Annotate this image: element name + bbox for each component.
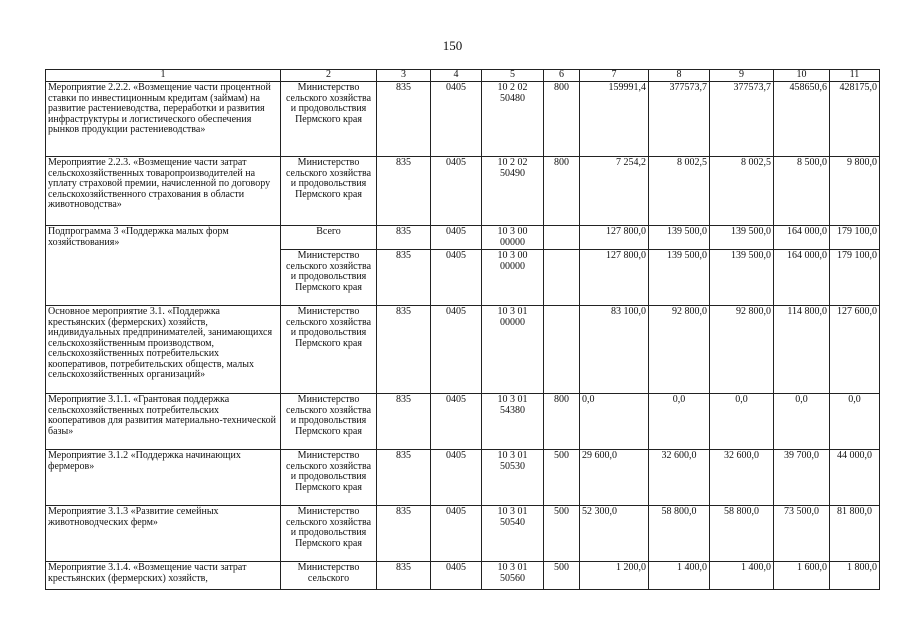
amount-col-11: 81 800,0 [830,506,880,562]
amount-col-7: 83 100,0 [580,306,649,394]
section-code: 0405 [431,306,482,394]
expense-type-code [544,226,580,250]
amount-col-11: 1 800,0 [830,562,880,590]
expense-type-code: 500 [544,562,580,590]
amount-col-8: 32 600,0 [649,450,710,506]
amount-col-7: 127 800,0 [580,250,649,306]
amount-col-7: 7 254,2 [580,157,649,226]
section-code: 0405 [431,250,482,306]
amount-col-11: 0,0 [830,394,880,450]
amount-col-11: 179 100,0 [830,226,880,250]
amount-col-9: 32 600,0 [710,450,774,506]
expense-type-code: 500 [544,450,580,506]
responsible-executor: Министерство сельского хозяйства и продовольствия Пермского края [281,82,377,157]
measure-name: Мероприятие 3.1.3 «Развитие семейных животноводческих ферм» [46,506,281,562]
amount-col-8: 0,0 [649,394,710,450]
amount-col-10: 114 800,0 [774,306,830,394]
expense-type-code [544,306,580,394]
amount-col-10: 73 500,0 [774,506,830,562]
amount-col-9: 58 800,0 [710,506,774,562]
target-article-code: 10 3 00 00000 [482,226,544,250]
amount-col-10: 8 500,0 [774,157,830,226]
amount-col-8: 139 500,0 [649,250,710,306]
table-row [46,450,880,506]
responsible-executor: Министерство сельского хозяйства и продовольствия Пермского края [281,157,377,226]
column-header: 7 [580,70,649,82]
expense-type-code: 800 [544,394,580,450]
table-row [46,226,880,250]
amount-col-11: 9 800,0 [830,157,880,226]
measure-name: Мероприятие 3.1.1. «Грантовая поддержка сельскохозяйственных потребительских кооперативов для развития материально-технической базы» [46,394,281,450]
column-header: 10 [774,70,830,82]
amount-col-7: 29 600,0 [580,450,649,506]
amount-col-7: 127 800,0 [580,226,649,250]
page-number: 150 [442,38,463,53]
target-article-code: 10 3 01 00000 [482,306,544,394]
section-code: 0405 [431,450,482,506]
target-article-code: 10 3 01 54380 [482,394,544,450]
amount-col-10: 39 700,0 [774,450,830,506]
amount-col-10: 164 000,0 [774,226,830,250]
subprogram-name: Подпрограмма 3 «Поддержка малых форм хозяйствования» [46,226,281,306]
section-code: 0405 [431,506,482,562]
amount-col-10: 164 000,0 [774,250,830,306]
section-code: 0405 [431,226,482,250]
target-article-code: 10 3 01 50560 [482,562,544,590]
responsible-executor: Министерство сельского [281,562,377,590]
column-header: 8 [649,70,710,82]
amount-col-7: 1 200,0 [580,562,649,590]
section-code: 0405 [431,562,482,590]
target-article-code: 10 3 00 00000 [482,250,544,306]
amount-col-11: 179 100,0 [830,250,880,306]
column-header: 11 [830,70,880,82]
column-header: 9 [710,70,774,82]
amount-col-8: 377573,7 [649,82,710,157]
target-article-code: 10 2 02 50480 [482,82,544,157]
table-row [46,506,880,562]
target-article-code: 10 3 01 50530 [482,450,544,506]
grbs-code: 835 [377,157,431,226]
amount-col-9: 1 400,0 [710,562,774,590]
responsible-executor: Всего [281,226,377,250]
responsible-executor: Министерство сельского хозяйства и продовольствия Пермского края [281,394,377,450]
expense-type-code [544,250,580,306]
amount-col-9: 8 002,5 [710,157,774,226]
column-header: 3 [377,70,431,82]
grbs-code: 835 [377,506,431,562]
column-header: 1 [46,70,281,82]
table-row [46,157,880,226]
section-code: 0405 [431,82,482,157]
target-article-code: 10 3 01 50540 [482,506,544,562]
amount-col-7: 159991,4 [580,82,649,157]
grbs-code: 835 [377,306,431,394]
measure-name: Мероприятие 2.2.2. «Возмещение части процентной ставки по инвестиционным кредитам (займам) на развитие растениеводства, переработки и развития инфраструктуры и логистического обеспечения рынков продукции растениеводства» [46,82,281,157]
amount-col-10: 458650,6 [774,82,830,157]
amount-col-11: 127 600,0 [830,306,880,394]
target-article-code: 10 2 02 50490 [482,157,544,226]
table-row [46,306,880,394]
table-row [46,562,880,590]
grbs-code: 835 [377,450,431,506]
amount-col-11: 428175,0 [830,82,880,157]
amount-col-9: 92 800,0 [710,306,774,394]
measure-name: Мероприятие 3.1.4. «Возмещение части затрат крестьянских (фермерских) хозяйств, [46,562,281,590]
section-code: 0405 [431,394,482,450]
amount-col-7: 0,0 [580,394,649,450]
table-row [46,82,880,157]
amount-col-7: 52 300,0 [580,506,649,562]
column-header: 4 [431,70,482,82]
grbs-code: 835 [377,82,431,157]
amount-col-10: 0,0 [774,394,830,450]
table-row [46,394,880,450]
amount-col-8: 139 500,0 [649,226,710,250]
column-header: 2 [281,70,377,82]
column-header: 5 [482,70,544,82]
responsible-executor: Министерство сельского хозяйства и продовольствия Пермского края [281,250,377,306]
grbs-code: 835 [377,226,431,250]
amount-col-8: 58 800,0 [649,506,710,562]
responsible-executor: Министерство сельского хозяйства и продовольствия Пермского края [281,506,377,562]
amount-col-11: 44 000,0 [830,450,880,506]
amount-col-9: 139 500,0 [710,226,774,250]
expense-type-code: 500 [544,506,580,562]
amount-col-10: 1 600,0 [774,562,830,590]
expense-type-code: 800 [544,157,580,226]
grbs-code: 835 [377,394,431,450]
amount-col-8: 8 002,5 [649,157,710,226]
amount-col-9: 139 500,0 [710,250,774,306]
grbs-code: 835 [377,562,431,590]
responsible-executor: Министерство сельского хозяйства и продовольствия Пермского края [281,450,377,506]
grbs-code: 835 [377,250,431,306]
budget-table [45,69,880,590]
amount-col-9: 0,0 [710,394,774,450]
section-code: 0405 [431,157,482,226]
measure-name: Основное мероприятие 3.1. «Поддержка крестьянских (фермерских) хозяйств, индивидуальных предпринимателей, занимающихся сельскохозяйственным производством, сельскохозяйственных потребительских кооперативов, потребительских обществ, малых сельскохозяйственных организаций» [46,306,281,394]
column-header: 6 [544,70,580,82]
measure-name: Мероприятие 3.1.2 «Поддержка начинающих фермеров» [46,450,281,506]
amount-col-9: 377573,7 [710,82,774,157]
responsible-executor: Министерство сельского хозяйства и продовольствия Пермского края [281,306,377,394]
header-row [46,70,880,82]
expense-type-code: 800 [544,82,580,157]
amount-col-8: 92 800,0 [649,306,710,394]
amount-col-8: 1 400,0 [649,562,710,590]
measure-name: Мероприятие 2.2.3. «Возмещение части затрат сельскохозяйственных товаропроизводителей на уплату страховой премии, начисленной по договору сельскохозяйственного страхования в области животноводства» [46,157,281,226]
